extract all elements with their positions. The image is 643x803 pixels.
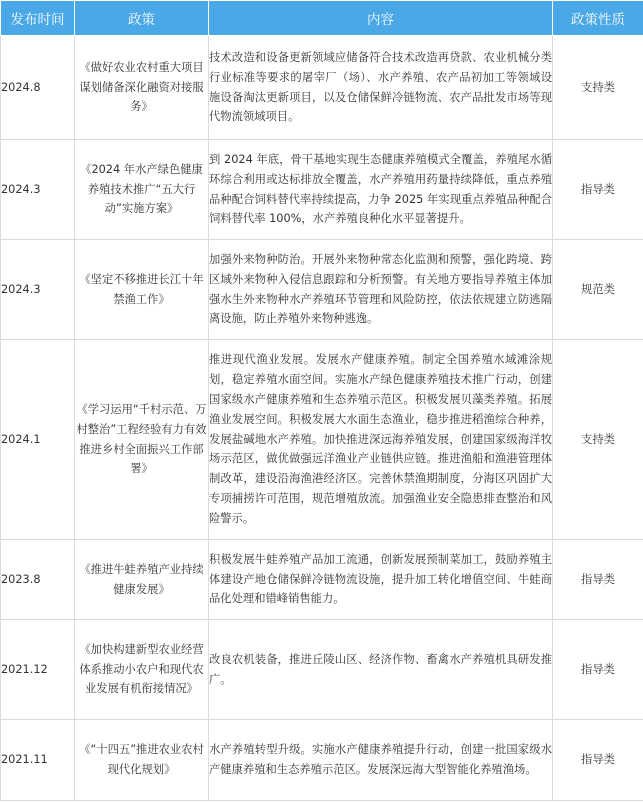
- cell-policy: 《“十四五”推进农业农村现代化规划》: [75, 720, 209, 801]
- cell-nature: 支持类: [553, 340, 643, 540]
- header-date: 发布时间: [1, 1, 75, 36]
- header-nature: 政策性质: [553, 1, 643, 36]
- table-row: [1, 540, 643, 620]
- table-row: [1, 36, 643, 140]
- cell-content: 积极发展牛蛙养殖产品加工流通，创新发展预制菜加工，鼓励养殖主体建设产地仓储保鲜冷链物流设施，提升加工转化增值空间、牛蛙商品化处理和错峰销售能力。: [209, 540, 553, 620]
- cell-nature: 支持类: [553, 36, 643, 140]
- cell-date: 2024.3: [1, 140, 75, 240]
- cell-content: 到 2024 年底，骨干基地实现生态健康养殖模式全覆盖，养殖尾水循环综合利用或达标排放全覆盖，水产养殖用药量持续降低，重点养殖品种配合饲料替代率持续提高，力争 2025 年实现重点养殖品种配合饲料替代率 100%，水产养殖良种化水平显著提升。: [209, 140, 553, 240]
- cell-nature: 指导类: [553, 720, 643, 801]
- cell-content: 加强外来物种防治。开展外来物种常态化监测和预警，强化跨境、跨区域外来物种入侵信息跟踪和分析预警。有关地方要指导养殖主体加强水生外来物种水产养殖环节管理和风险防控，依法依规建立防逃隔离设施，防止养殖外来物种逃逸。: [209, 240, 553, 340]
- cell-content: 改良农机装备，推进丘陵山区、经济作物、畜禽水产养殖机具研发推广。: [209, 620, 553, 720]
- cell-date: 2024.1: [1, 340, 75, 540]
- cell-date: 2023.8: [1, 540, 75, 620]
- cell-policy: 《学习运用“千村示范、万村整治”工程经验有力有效推进乡村全面振兴工作部署》: [75, 340, 209, 540]
- header-policy: 政策: [75, 1, 209, 36]
- cell-policy: 《2024 年水产绿色健康养殖技术推广“五大行动”实施方案》: [75, 140, 209, 240]
- table-row: [1, 140, 643, 240]
- cell-content: 水产养殖转型升级。实施水产健康养殖提升行动，创建一批国家级水产健康养殖和生态养殖示范区。发展深远海大型智能化养殖渔场。: [209, 720, 553, 801]
- cell-content: 推进现代渔业发展。发展水产健康养殖。制定全国养殖水域滩涂规划，稳定养殖水面空间。实施水产绿色健康养殖技术推广行动，创建国家级水产健康养殖和生态养殖示范区。积极发展贝藻类养殖。拓展渔业发展空间。积极发展大水面生态渔业，稳步推进稻渔综合种养，发展盐碱地水产养殖。加快推进深远海养殖发展，创建国家级海洋牧场示范区，做优做强远洋渔业产业链供应链。推进渔船和渔港管理体制改革，建设沿海渔港经济区。完善休禁渔期制度，分海区巩固扩大专项捕捞许可范围，规范增殖放流。加强渔业安全隐患排查整治和风险警示。: [209, 340, 553, 540]
- table-row: [1, 720, 643, 801]
- cell-policy: 《加快构建新型农业经营体系推动小农户和现代农业发展有机衔接情况》: [75, 620, 209, 720]
- table-header-row: [1, 1, 643, 36]
- cell-nature: 指导类: [553, 620, 643, 720]
- table-row: [1, 340, 643, 540]
- cell-date: 2021.12: [1, 620, 75, 720]
- cell-nature: 指导类: [553, 540, 643, 620]
- cell-policy: 《坚定不移推进长江十年禁渔工作》: [75, 240, 209, 340]
- cell-policy: 《做好农业农村重大项目谋划储备深化融资对接服务》: [75, 36, 209, 140]
- cell-nature: 规范类: [553, 240, 643, 340]
- cell-date: 2024.8: [1, 36, 75, 140]
- cell-content: 技术改造和设备更新领域应储备符合技术改造再贷款、农业机械分类行业标准等要求的屠宰厂（场）、水产养殖、农产品初加工等领域设施设备淘汰更新项目，以及仓储保鲜冷链物流、农产品批发市场等现代物流领域项目。: [209, 36, 553, 140]
- cell-nature: 指导类: [553, 140, 643, 240]
- table-row: [1, 240, 643, 340]
- table-row: [1, 620, 643, 720]
- header-content: 内容: [209, 1, 553, 36]
- cell-policy: 《推进牛蛙养殖产业持续健康发展》: [75, 540, 209, 620]
- cell-date: 2021.11: [1, 720, 75, 801]
- cell-date: 2024.3: [1, 240, 75, 340]
